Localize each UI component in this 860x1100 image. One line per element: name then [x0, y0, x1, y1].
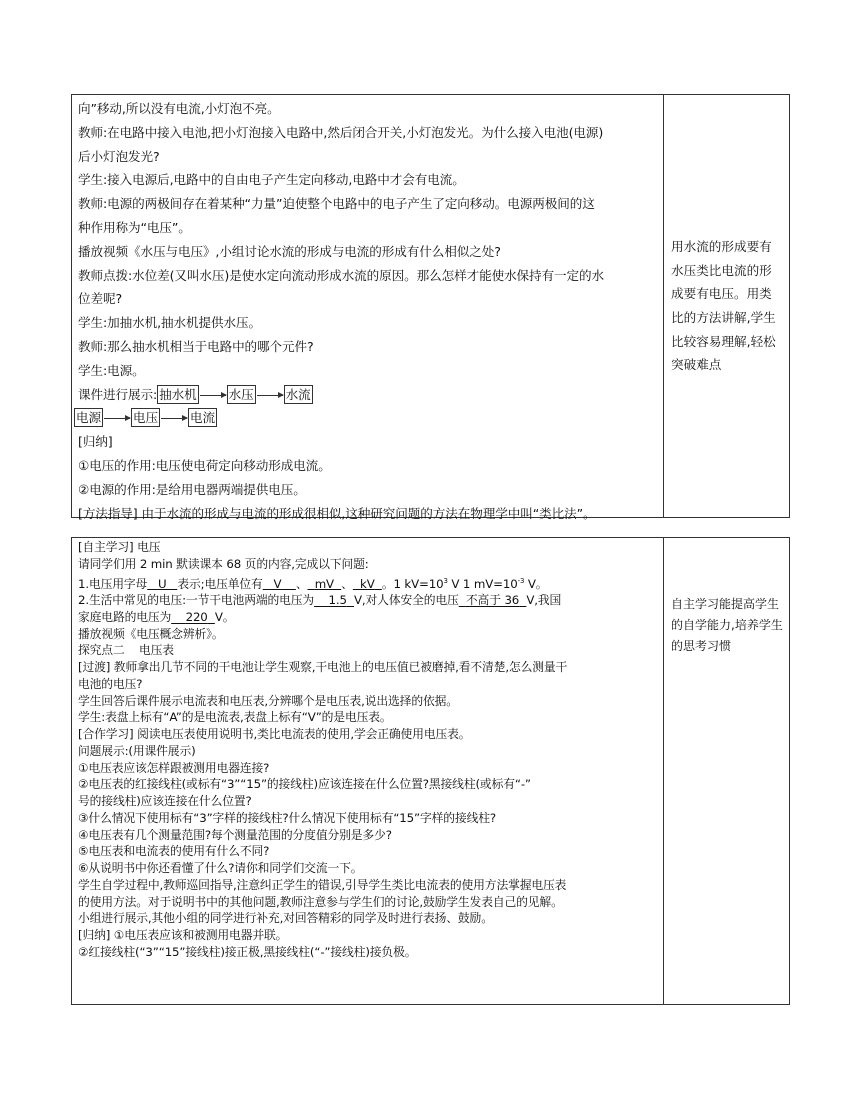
exponent: -3	[517, 576, 525, 585]
text-line: [方法指导] 由于水流的形成与电流的形成很相似,这种研究问题的方法在物理学中叫“类比法”。	[78, 505, 596, 521]
text-line: 后小灯泡发光?	[78, 148, 160, 164]
analogy-diagram-row-2	[74, 406, 658, 430]
arrow-icon	[104, 418, 130, 419]
diagram-intro: 课件进行展示:	[78, 386, 158, 402]
text-line: 学生:接入电源后,电路中的自由电子产生定向移动,电路中才会有电流。	[78, 172, 465, 188]
text-line: ②电压表的红接线柱(或标有“3”“15”的接线柱)应该连接在什么位置?黑接线柱(或标有“-”	[78, 777, 531, 792]
blank-answer	[459, 593, 527, 607]
exponent: 3	[443, 576, 448, 585]
diagram-box-voltage: 电压	[133, 410, 158, 426]
arrow-icon	[257, 395, 283, 396]
text-line: ①电压表应该怎样跟被测用电器连接?	[78, 760, 270, 775]
answer-text: mV	[314, 576, 334, 591]
text: 表示;电压单位有	[177, 576, 263, 591]
question-2	[78, 592, 658, 609]
text-line: ②电源的作用:是给用电器两端提供电压。	[78, 481, 306, 497]
text-line: 的使用方法。对于说明书中的其他问题,教师注意参与学生们的讨论,鼓励学生发表自己的见解。	[78, 894, 563, 909]
text-line: 学生回答后课件展示电流表和电压表,分辨哪个是电压表,说出选择的依据。	[78, 693, 458, 708]
text-line: 种作用称为“电压”。	[78, 219, 191, 235]
text-line: ⑥从说明书中你还看懂了什么?请你和同学们交流一下。	[78, 861, 363, 876]
text-line: [合作学习] 阅读电压表使用说明书,类比电流表的使用,学会正确使用电压表。	[78, 727, 471, 742]
answer-text: U	[158, 576, 167, 591]
text: 2.生活中常见的电压:一节干电池两端的电压为	[78, 593, 315, 608]
text: 1.电压用字母	[78, 576, 148, 591]
answer-text: 1.5	[328, 593, 347, 608]
text-line: 教师:在电路中接入电池,把小灯泡接入电路中,然后闭合开关,小灯泡发光。为什么接入电池(电源)	[78, 124, 604, 140]
blank-answer	[263, 576, 296, 590]
text-line: [过渡] 教师拿出几节不同的干电池让学生观察,干电池上的电压值已被磨掉,看不清楚,怎么测量干	[78, 660, 568, 675]
text: 。1 kV=10	[381, 576, 444, 591]
design-intent-note: 自主学习能提高学生的自学能力,培养学生的思考习惯	[671, 597, 783, 653]
text-line: 位差呢?	[78, 291, 123, 307]
answer-text: V	[273, 576, 282, 591]
text-line: ④电压表有几个测量范围?每个测量范围的分度值分别是多少?	[78, 827, 392, 842]
text-line: [归纳] ①电压表应该和被测用电器并联。	[78, 928, 288, 943]
text: V。	[524, 576, 548, 591]
design-intent-cell	[664, 95, 789, 517]
blank-answer	[314, 593, 354, 607]
text-line: ①电压的作用:电压使电荷定向移动形成电流。	[78, 457, 331, 473]
text-line: 向”移动,所以没有电流,小灯泡不亮。	[78, 101, 280, 116]
text-line: 号的接线柱)应该连接在什么位置?	[78, 794, 252, 809]
text-line: 播放视频《水压与电压》,小组讨论水流的形成与电流的形成有什么相似之处?	[78, 243, 501, 259]
lesson-table-block-1	[71, 94, 790, 521]
text: 家庭电路的电压为	[78, 609, 172, 624]
section-heading: [自主学习] 电压	[78, 540, 161, 554]
text-line: 学生:电源。	[78, 362, 145, 378]
text-line: ②红接线柱(“3”“15”接线柱)接正极,黑接线柱(“-”接线柱)接负极。	[78, 944, 417, 959]
diagram-box-power-source: 电源	[76, 410, 101, 426]
text-line: 学生:表盘上标有“A”的是电流表,表盘上标有“V”的是电压表。	[78, 710, 392, 725]
text-line: 播放视频《电压概念辨析》。	[78, 626, 224, 641]
diagram-box-water-flow: 水流	[285, 386, 311, 402]
text-line: 学生:加抽水机,抽水机提供水压。	[78, 315, 261, 331]
text-line: 问题展示:(用课件展示)	[78, 743, 196, 758]
blank-answer	[171, 610, 215, 624]
diagram-box-current: 电流	[190, 410, 215, 426]
question-1	[78, 573, 658, 593]
text-line: 小组进行展示,其他小组的同学进行补充,对回答精彩的同学及时进行表扬、鼓励。	[78, 911, 493, 926]
answer-text: 220	[185, 609, 208, 624]
text-line: ③什么情况下使用标有“3”字样的接线柱?什么情况下使用标有“15”字样的接线柱?	[78, 810, 496, 825]
design-intent-note: 用水流的形成要有水压类比电流的形成要有电压。用类比的方法讲解,学生比较容易理解,轻松突破难点	[671, 239, 776, 373]
teaching-process-cell	[72, 95, 664, 521]
text-line: ⑤电压表和电流表的使用有什么不同?	[78, 844, 270, 859]
answer-text: kV	[360, 576, 375, 591]
text: 、	[341, 576, 353, 591]
text: V,我国	[526, 593, 562, 608]
text-line: 电池的电压?	[78, 676, 143, 691]
arrow-icon	[161, 418, 187, 419]
blank-answer	[307, 576, 341, 590]
text-line: 教师:那么抽水机相当于电路中的哪个元件?	[78, 338, 314, 354]
text: V,对人体安全的电压	[354, 593, 459, 608]
text-line: 教师:电源的两极间存在着某种“力量”迫使整个电路中的电子产生了定向移动。电源两极间的这	[78, 196, 595, 212]
text-line: 探究点二 电压表	[78, 643, 174, 658]
teaching-process-cell	[72, 538, 664, 1004]
diagram-box-pump: 抽水机	[159, 386, 197, 402]
text-line: 教师点拨:水位差(又叫水压)是使水定向流动形成水流的原因。那么怎样才能使水保持有一定的水	[78, 267, 605, 283]
analogy-diagram-row-1	[78, 383, 658, 407]
text-line: 请同学们用 2 min 默读课本 68 页的内容,完成以下问题:	[78, 556, 369, 571]
design-intent-cell	[664, 538, 789, 1004]
arrow-icon	[200, 395, 226, 396]
blank-answer	[353, 576, 382, 590]
text: V 1 mV=10	[447, 576, 518, 591]
question-2-cont	[78, 609, 658, 626]
text-line: [归纳]	[78, 434, 113, 450]
diagram-box-water-pressure: 水压	[228, 386, 254, 402]
text: 、	[295, 576, 308, 591]
answer-text: 不高于 36	[465, 593, 520, 608]
blank-answer	[147, 576, 177, 590]
lesson-table-block-2	[71, 537, 790, 1005]
text: V。	[214, 609, 235, 624]
text-line: 学生自学过程中,教师巡回指导,注意纠正学生的错误,引导学生类比电流表的使用方法掌握电压表	[78, 877, 567, 892]
